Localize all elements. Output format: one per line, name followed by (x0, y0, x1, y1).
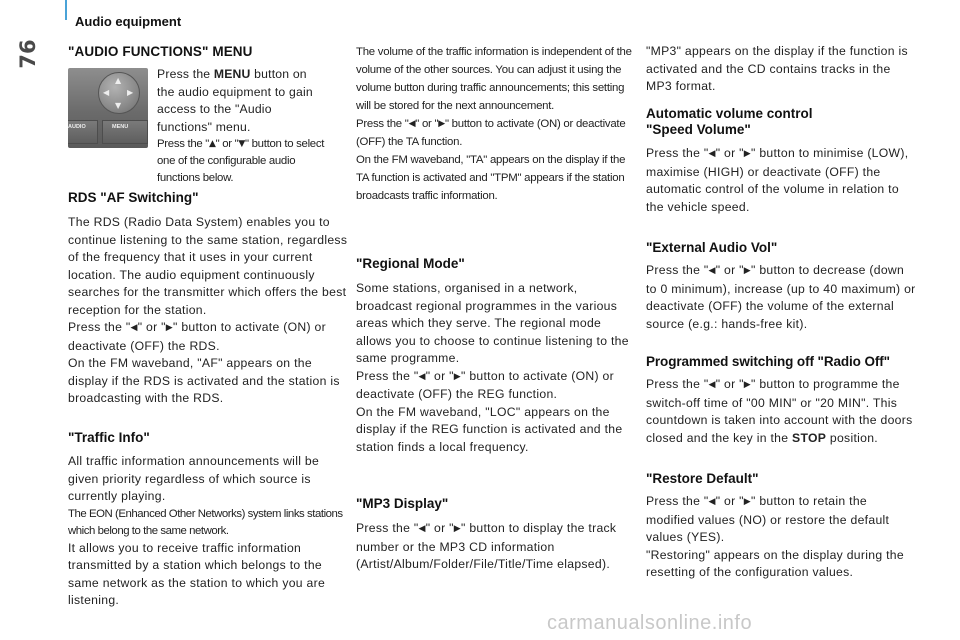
mp3-continued (646, 43, 916, 96)
arrow-right-icon: ▶ (743, 380, 752, 390)
mp3-press-text (356, 520, 632, 574)
speed-press-pre: Press the " (646, 146, 709, 160)
arrow-left-icon: ◀ (130, 323, 138, 333)
traffic-section (68, 430, 350, 610)
navigation-dial (98, 72, 140, 114)
regional-para-3: On the FM waveband, "LOC" appears on the display if the REG function is activated and the station finds a local frequency. (356, 404, 623, 454)
rds-para-3: On the FM waveband, "AF" appears on the display if the RDS is activated and the station is broadcasting with the RDS. (68, 356, 340, 405)
audio-key-label: AUDIO (68, 124, 86, 130)
restore-press-post: " button to retain the modified values (NO) or restore the default values (YES). (646, 494, 890, 544)
menu-intro-pre: Press the (157, 67, 214, 81)
arrow-down-icon: ▼ (238, 139, 246, 149)
rds-press-text (68, 319, 350, 355)
mp3-display-text: "MP3" appears on the display if the function is activated and the CD contains tracks in the MP3 format. (646, 44, 908, 93)
regional-heading: "Regional Mode" (356, 256, 465, 271)
arrow-left-icon: ◀ (708, 380, 716, 390)
external-press-post: " button to decrease (down to 0 minimum), increase (up to 40 maximum) or deactivate (OFF) the volume of the external source (e.g.: hands-free kit). (646, 263, 916, 331)
menu-intro-text (157, 66, 327, 136)
speed-volume-press-text (646, 145, 916, 216)
arrow-right-icon: ▶ (453, 524, 462, 534)
rds-press-post: " button to activate (ON) or deactivate (OFF) the RDS. (68, 320, 326, 353)
ta-press-mid: " or " (415, 118, 439, 130)
traffic-volume-text: The volume of the traffic information is independent of the volume of the other sources. You can adjust it using the volume button during traffic announcements; this setting will be stored for the next announcement. (356, 46, 632, 112)
traffic-continued (356, 43, 632, 205)
regional-press-pre: Press the " (356, 368, 419, 383)
speed-press-post: " button to minimise (LOW), maximise (HIGH) or deactivate (OFF) the automatic control of the volume in relation to the vehicle speed. (646, 146, 909, 214)
mp3-heading: "MP3 Display" (356, 496, 449, 511)
arrow-right-icon: ▶ (453, 371, 462, 382)
external-vol-press-text (646, 262, 916, 333)
rds-para-1: The RDS (Radio Data System) enables you to continue listening to the same station, regardless of the frequency that it uses in your current location. The audio equipment continuously searches for the transmitter which offers the best reception for the station. (68, 215, 348, 317)
menu-select-pre: Press the " (157, 138, 210, 150)
arrow-right-icon: ▶ (127, 88, 134, 97)
arrow-left-icon: ◀ (418, 524, 426, 534)
restore-default-press-text (646, 493, 916, 547)
regional-press-text (356, 368, 632, 404)
radio-off-press-text (646, 376, 920, 447)
mp3-press-pre: Press the " (356, 521, 419, 535)
menu-intro-block (157, 66, 327, 187)
column-1 (68, 40, 350, 59)
arrow-left-icon: ◀ (408, 119, 416, 129)
arrow-left-icon: ◀ (708, 149, 716, 159)
traffic-para-2: The EON (Enhanced Other Networks) system links stations which belong to the same network. (68, 507, 343, 537)
mp3-press-post: " button to display the track number or the MP3 CD information (Artist/Album/Folder/File/Title/Time elapsed). (356, 521, 617, 571)
arrow-up-icon: ▲ (209, 139, 216, 149)
menu-key-label: MENU (112, 124, 129, 130)
radio-off-section (646, 354, 920, 447)
rds-press-pre: Press the " (68, 320, 131, 334)
traffic-heading: "Traffic Info" (68, 430, 150, 445)
speed-press-mid: " or " (715, 146, 744, 160)
regional-para-1: Some stations, organised in a network, broadcast regional programmes in the various areas which they serve. The regional mode allows you to choose to continue listening to the same programme. (356, 281, 629, 365)
menu-select-mid: " or " (215, 138, 239, 150)
rds-section (68, 190, 350, 408)
regional-press-mid: " or " (425, 368, 454, 383)
section-rule (65, 0, 67, 20)
arrow-right-icon: ▶ (743, 266, 752, 276)
arrow-left-icon: ◀ (418, 371, 426, 382)
arrow-up-icon: ▲ (115, 76, 122, 85)
radio-off-press-post: " button to programme the switch-off time of "00 MIN" or "20 MIN". This countdown is taken into account with the doors closed and the key in the (646, 377, 913, 445)
ta-press-text (356, 115, 632, 151)
traffic-para-3: It allows you to receive traffic information transmitted by a station which belongs to the same network as the station to which you are listening. (68, 540, 326, 607)
arrow-left-icon: ◀ (103, 88, 110, 97)
page-side-margin (0, 0, 60, 640)
stop-key-name: STOP (792, 430, 827, 445)
arrow-left-icon: ◀ (708, 497, 716, 507)
restore-default-section (646, 471, 916, 582)
menu-heading: "AUDIO FUNCTIONS" MENU (68, 44, 253, 59)
menu-key-name: MENU (213, 67, 251, 81)
restore-press-mid: " or " (715, 494, 744, 508)
regional-press-post: " button to activate (ON) or deactivate (OFF) the REG function. (356, 368, 614, 401)
external-press-pre: Press the " (646, 263, 709, 277)
ta-press-pre: Press the " (356, 118, 409, 130)
radio-off-press-mid: " or " (715, 377, 744, 391)
ta-press-post: " button to activate (ON) or deactivate (OFF) the TA function. (356, 118, 626, 148)
radio-off-heading: Programmed switching off "Radio Off" (646, 354, 890, 369)
ta-display-text: On the FM waveband, "TA" appears on the display if the TA function is activated and "TPM" appears if the station broadcasts traffic information. (356, 154, 626, 202)
arrow-right-icon: ▶ (743, 149, 752, 159)
arrow-right-icon: ▶ (743, 497, 752, 507)
arrow-right-icon: ▶ (165, 323, 174, 333)
arrow-down-icon: ▼ (115, 101, 122, 110)
speed-volume-heading-1: Automatic volume control (646, 106, 813, 121)
speed-volume-section (646, 106, 916, 216)
restore-default-heading: "Restore Default" (646, 471, 759, 486)
arrow-right-icon: ▶ (438, 119, 445, 129)
speed-volume-heading-2: "Speed Volume" (646, 122, 751, 137)
radio-off-press-pre: Press the " (646, 377, 709, 391)
audio-keypad-image (68, 68, 148, 148)
restore-press-pre: Press the " (646, 494, 709, 508)
rds-press-mid: " or " (137, 320, 166, 334)
external-vol-heading: "External Audio Vol" (646, 240, 778, 255)
rds-heading: RDS "AF Switching" (68, 190, 199, 205)
traffic-para-1: All traffic information announcements will be given priority regardless of which source is currently playing. (68, 454, 320, 503)
mp3-section (356, 496, 632, 574)
mp3-press-mid: " or " (425, 521, 454, 535)
menu-intro-post: button on the audio equipment to gain access to the "Audio functions" menu. (157, 67, 313, 134)
menu-select-text (157, 136, 327, 187)
section-title: Audio equipment (75, 14, 182, 29)
watermark: carmanualsonline.info (547, 612, 753, 634)
restore-default-para-2: "Restoring" appears on the display during the resetting of the configuration values. (646, 547, 904, 579)
arrow-left-icon: ◀ (708, 266, 716, 276)
regional-section (356, 256, 632, 456)
external-vol-section (646, 240, 916, 333)
page-number: 76 (16, 39, 40, 69)
menu-select-post: " button to select one of the configurable audio functions below. (157, 138, 325, 184)
radio-off-tail: position. (826, 430, 878, 445)
external-press-mid: " or " (715, 263, 744, 277)
